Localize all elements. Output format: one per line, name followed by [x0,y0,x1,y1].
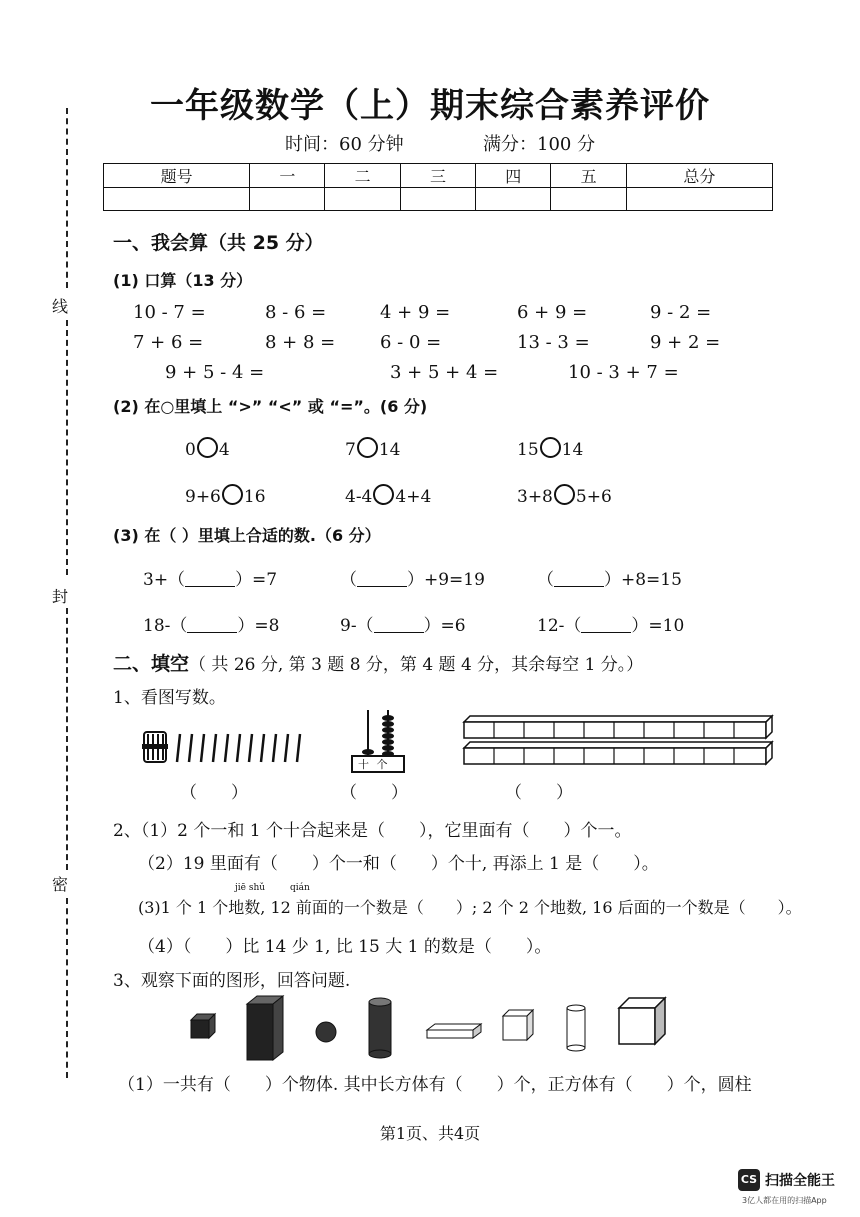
oral-calc-item: 3 + 5 + 4 = [390,362,499,383]
fill-blank-item [340,611,466,636]
oral-calc-item: 7 + 6 = [133,332,204,353]
compare-left: 7 [345,440,356,460]
answer-blank[interactable] [357,572,407,587]
score-table-header: 题号 [104,164,250,188]
q1-answer-blank[interactable]: （ ） [180,783,248,803]
abacus-label: 十 个 [358,758,390,771]
q1-answer-blank[interactable]: （ ） [340,783,408,803]
score-cell[interactable] [250,188,325,211]
q2-line-2: （2）19 里面有（ ）个一和（ ）个十, 再添上 1 是（ ）。 [138,854,659,874]
oral-calc-item: 10 - 3 + 7 = [568,362,679,383]
scanner-tagline: 3亿人都在用的扫描App [742,1196,827,1205]
oral-calc-item: 4 + 9 = [380,302,451,323]
compare-item [185,437,230,460]
compare-left: 3+8 [517,487,553,507]
q2-line-4: （4）（ ）比 14 少 1, 比 15 大 1 的数是（ ）。 [138,937,552,957]
fill-post: ）=10 [631,616,685,636]
fill-post: ）+9=19 [407,570,485,590]
fill-blank-item [537,611,684,636]
margin-label-feng: 封 [52,587,69,606]
q3-label: 3、观察下面的图形，回答问题. [113,971,351,991]
binding-dashed-line [66,898,68,1078]
binding-dashed-line [66,320,68,575]
flat-cuboid-icon [427,1024,481,1038]
oral-calc-item: 9 - 2 = [650,302,712,323]
q2-line-1: 2、（1）2 个一和 1 个十合起来是（ ），它里面有（ ）个一。 [113,821,632,841]
fill-post: ）=8 [237,616,280,636]
page-title: 一年级数学（上）期末综合素养评价 [150,86,710,126]
white-cylinder-icon [567,1005,585,1051]
q2-line-3: (3)1 个 1 个地数, 12 前面的一个数是（ ）; 2 个 2 个地数, 16 后面的一个数是（ ）。 [138,898,802,917]
score-cell[interactable] [400,188,475,211]
answer-blank[interactable] [581,618,631,633]
compare-right: 5+6 [575,487,612,507]
answer-blank[interactable] [374,618,424,633]
score-cell[interactable] [626,188,772,211]
fill-pre: （ [537,570,554,590]
fill-pre: 18-（ [143,616,188,636]
compare-left: 0 [185,440,196,460]
binding-dashed-line [66,108,68,288]
oral-calc-item: 9 + 5 - 4 = [165,362,265,383]
answer-blank[interactable] [554,572,604,587]
score-cell[interactable] [476,188,551,211]
fill-post: ）=6 [423,616,466,636]
score-table-header: 总分 [626,164,772,188]
white-cube-icon [503,1010,533,1040]
q1-label: 1、看图写数。 [113,688,226,708]
compare-circle[interactable] [357,437,378,458]
margin-label-xian: 线 [52,297,69,316]
big-cube-icon [619,998,665,1044]
score-table-header: 五 [551,164,626,188]
compare-left: 9+6 [185,487,221,507]
part2-label: (2) 在○里填上 “>” “<” 或 “=”。(6 分) [113,397,428,416]
part1-label: (1) 口算（13 分） [113,271,253,290]
compare-item [185,484,266,507]
score-table-header: 四 [476,164,551,188]
q3-sub1: （1）一共有（ ）个物体. 其中长方体有（ ）个，正方体有（ ）个，圆柱 [118,1075,752,1095]
compare-left: 15 [517,440,539,460]
compare-item [345,484,431,507]
solid-shapes-illustration [185,992,675,1062]
compare-circle[interactable] [554,484,575,505]
scanner-logo-icon: CS [738,1169,760,1191]
section1-heading: 一、我会算（共 25 分） [113,232,324,254]
score-cell[interactable] [104,188,250,211]
fill-blank-item [143,611,279,636]
compare-circle[interactable] [222,484,243,505]
binding-dashed-line [66,608,68,870]
fill-pre: 9-（ [340,616,374,636]
margin-label-mi: 密 [52,875,69,894]
compare-right: 4 [218,440,230,460]
page-footer: 第1页、共4页 [379,1124,481,1143]
single-sticks-icon [177,734,300,762]
compare-right: 14 [561,440,584,460]
compare-item [517,437,583,460]
fill-post: ）+8=15 [604,570,682,590]
fill-blank-item [340,565,485,590]
dark-cylinder-icon [369,998,391,1058]
cubes-illustration [462,714,774,774]
section2-heading: 二、填空 [113,653,190,675]
compare-item [345,437,400,460]
oral-calc-item: 8 + 8 = [265,332,336,353]
fill-post: ）=7 [235,570,278,590]
stick-bundle-icon [142,732,168,762]
oral-calc-item: 13 - 3 = [517,332,590,353]
compare-right: 4+4 [395,487,432,507]
oral-calc-item: 6 + 9 = [517,302,588,323]
small-cube-icon [191,1014,215,1038]
score-table-header: 三 [400,164,475,188]
fill-pre: 3+（ [143,570,186,590]
oral-calc-item: 9 + 2 = [650,332,721,353]
score-cell[interactable] [325,188,400,211]
section2-heading-note: （ 共 26 分, 第 3 题 8 分，第 4 题 4 分，其余每空 1 分。） [189,655,644,675]
compare-circle[interactable] [197,437,218,458]
exam-time: 时间：60 分钟 [285,134,404,155]
score-cell[interactable] [551,188,626,211]
answer-blank[interactable] [185,572,235,587]
oral-calc-item: 8 - 6 = [265,302,327,323]
compare-circle[interactable] [540,437,561,458]
q1-answer-blank[interactable]: （ ） [505,783,573,803]
compare-item [517,484,612,507]
fill-pre: 12-（ [537,616,582,636]
score-table-header: 二 [325,164,400,188]
tall-cuboid-icon [247,996,283,1060]
pinyin-qian: qián [290,883,310,893]
pinyin-jieshu: jiē shǔ [235,883,266,893]
fill-blank-item [537,565,682,590]
sticks-illustration [140,722,310,772]
oral-calc-item: 6 - 0 = [380,332,442,353]
compare-circle[interactable] [373,484,394,505]
scanner-app-name: 扫描全能王 [765,1173,835,1189]
score-table-header-row [104,164,773,188]
score-table-score-row [104,188,773,211]
section2-heading-row [113,649,643,676]
score-table-header: 一 [250,164,325,188]
fill-pre: （ [340,570,357,590]
compare-left: 4-4 [345,487,373,507]
compare-right: 14 [378,440,401,460]
fill-blank-item [143,565,277,590]
exam-full-score: 满分：100 分 [483,134,596,155]
answer-blank[interactable] [187,618,237,633]
part3-label: (3) 在（ ）里填上合适的数.（6 分） [113,526,381,545]
score-table [103,163,773,211]
compare-right: 16 [243,487,266,507]
oral-calc-item: 10 - 7 = [133,302,206,323]
ball-icon [316,1022,336,1042]
